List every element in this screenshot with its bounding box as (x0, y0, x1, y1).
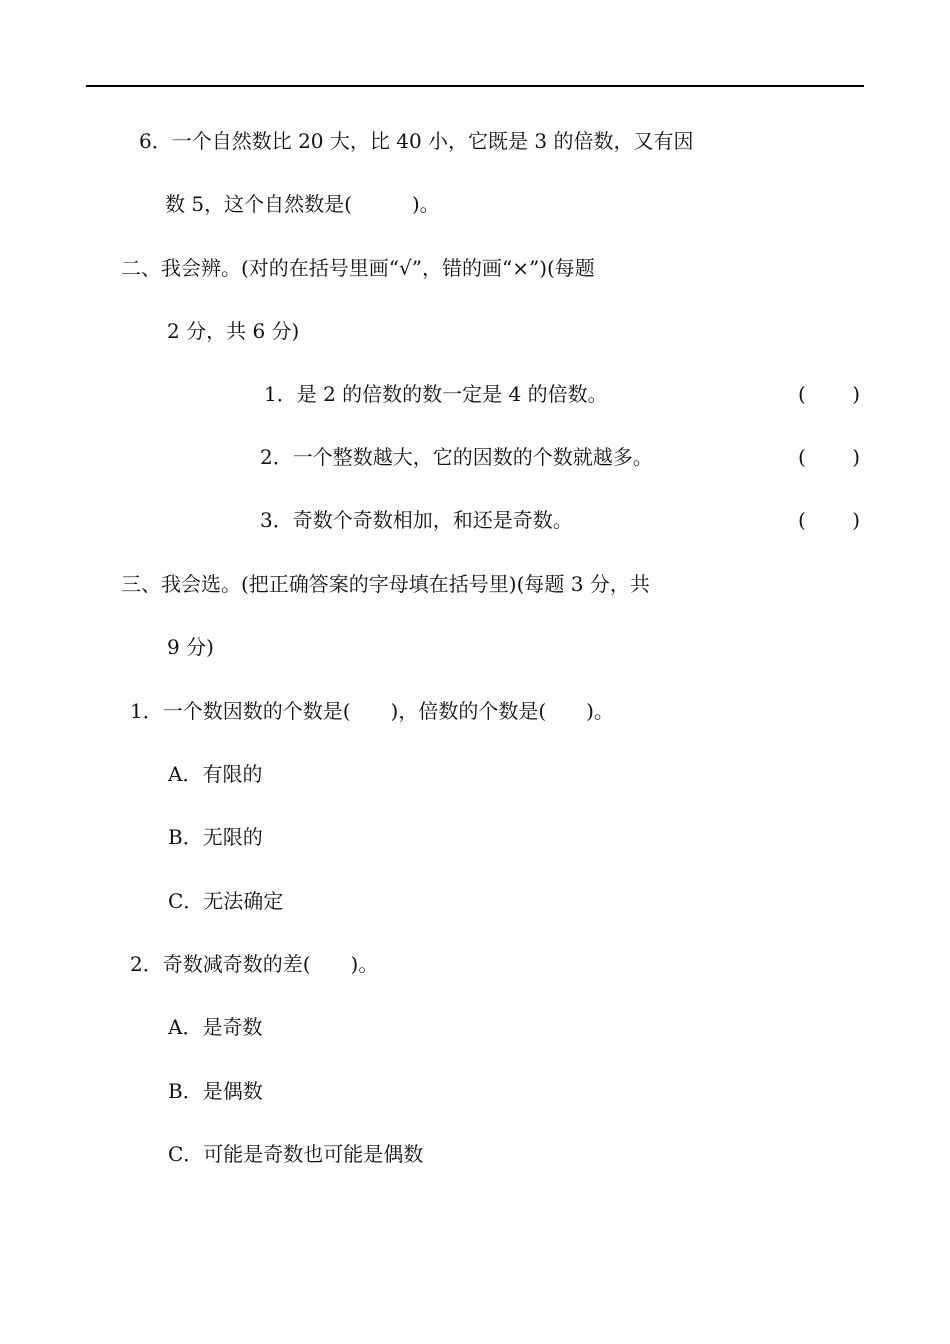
choice-option-2b: B．是偶数 (168, 1079, 263, 1103)
paren-close: ) (852, 508, 860, 532)
choice-question-2: 2．奇数减奇数的差( )。 (130, 952, 379, 976)
header-rule (86, 85, 864, 87)
section-3-heading: 三、我会选。(把正确答案的字母填在括号里)(每题 3 分，共 (121, 572, 650, 596)
judge-item-3: 3．奇数个奇数相加，和还是奇数。 (260, 508, 573, 532)
question-6-line-2: 数 5，这个自然数是( )。 (165, 192, 440, 216)
section-2-heading: 二、我会辨。(对的在括号里画“√”，错的画“×”)(每题 (121, 256, 595, 280)
paren-open: ( (798, 508, 806, 532)
section-2-heading-cont: 2 分，共 6 分) (167, 319, 300, 343)
choice-option-2a: A．是奇数 (168, 1015, 263, 1039)
choice-question-1: 1．一个数因数的个数是( )，倍数的个数是( )。 (130, 699, 614, 723)
choice-option-1a: A．有限的 (168, 762, 263, 786)
section-3-heading-cont: 9 分) (167, 635, 214, 659)
paren-close: ) (852, 382, 860, 406)
paren-close: ) (852, 445, 860, 469)
judge-item-1: 1．是 2 的倍数的数一定是 4 的倍数。 (264, 382, 608, 406)
choice-option-2c: C．可能是奇数也可能是偶数 (168, 1142, 424, 1166)
paren-open: ( (798, 382, 806, 406)
paren-open: ( (798, 445, 806, 469)
choice-option-1c: C．无法确定 (168, 889, 284, 913)
judge-item-2: 2．一个整数越大，它的因数的个数就越多。 (260, 445, 653, 469)
question-6-line-1: 6．一个自然数比 20 大，比 40 小，它既是 3 的倍数，又有因 (139, 129, 694, 153)
choice-option-1b: B．无限的 (168, 825, 263, 849)
